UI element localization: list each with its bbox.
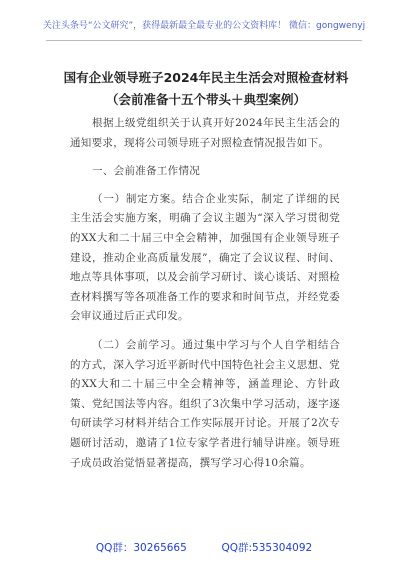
document-body: [70, 114, 340, 482]
promo-header: 关注头条号“公文研究”，获得最新最全最专业的公文资料库！ 微信：gongwenyj: [42, 21, 366, 31]
intro-paragraph: 根据上级党组织关于认真开好2024年民主生活会的通知要求，现将公司领导班子对照检查情况报告如下。: [70, 117, 340, 149]
qq-group-2: QQ群:535304092: [221, 542, 313, 554]
qq-footer: [0, 540, 408, 555]
header-divider: [46, 40, 362, 41]
paragraph-study: （二）会前学习。通过集中学习与个人自学相结合的方式，深入学习近平新时代中国特色社会主义思想、党的XX大和二十届三中全会精神等，涵盖理论、方针政策、党纪国法等内容。组织了3次集中学习活动，逐字逐句研读学习材料并结合工作实际展开讨论。开展了2次专题研讨活动，邀请了1位专家学者进行辅导讲座。领导班子成员政治觉悟显著提高，撰写学习心得10余篇。: [70, 338, 340, 469]
document-title: 国有企业领导班子2024年民主生活会对照检查材料（会前准备十五个带头＋典型案例）: [63, 70, 349, 107]
qq-group-1: QQ群：30265665: [95, 542, 187, 554]
paragraph-plan: （一）制定方案。结合企业实际，制定了详细的民主生活会实施方案，明确了会议主题为“深入学习贯彻党的XX大和二十届三中全会精神，加强国有企业领导班子建设，推动企业高质量发展”，确定了会议议程、时间、地点等具体事项，以及会前学习研讨、谈心谈话、对照检查材料撰写等各项准备工作的要求和时间节点，并经党委会审议通过后正式印发。: [70, 192, 340, 323]
section-heading: 一、会前准备工作情况: [92, 165, 201, 178]
